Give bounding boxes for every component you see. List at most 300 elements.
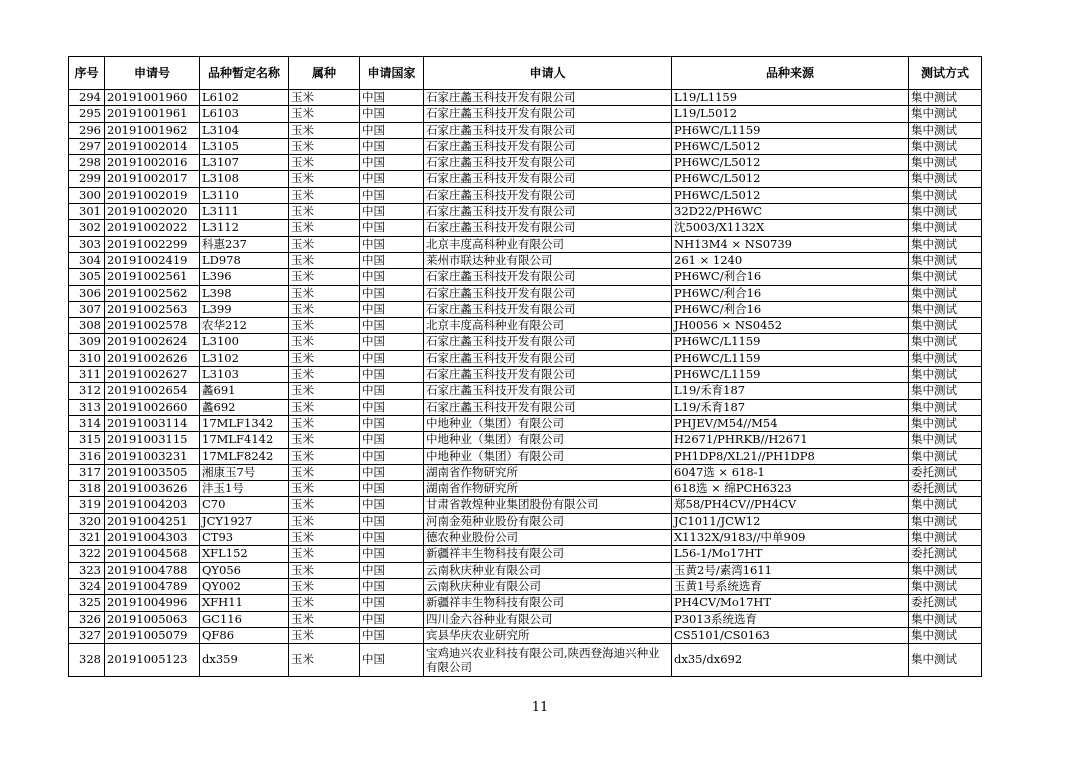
cell-serial: 324	[69, 578, 105, 594]
cell-genus: 玉米	[289, 399, 360, 415]
cell-variety-name: LD978	[200, 252, 289, 268]
cell-serial: 316	[69, 448, 105, 464]
cell-applicant: 云南秋庆种业有限公司	[424, 578, 672, 594]
cell-application-no: 20191002660	[105, 399, 200, 415]
table-row	[69, 367, 982, 383]
cell-application-no: 20191002654	[105, 383, 200, 399]
cell-genus: 玉米	[289, 350, 360, 366]
cell-country: 中国	[360, 301, 424, 317]
table-row	[69, 464, 982, 480]
cell-applicant: 德农种业股份公司	[424, 530, 672, 546]
header-country: 申请国家	[360, 57, 424, 90]
cell-variety-source: 郑58/PH4CV//PH4CV	[672, 497, 909, 513]
cell-serial: 322	[69, 546, 105, 562]
cell-serial: 309	[69, 334, 105, 350]
cell-test-method: 集中测试	[909, 530, 982, 546]
cell-genus: 玉米	[289, 285, 360, 301]
cell-genus: 玉米	[289, 464, 360, 480]
cell-country: 中国	[360, 106, 424, 122]
cell-variety-source: L19/L1159	[672, 90, 909, 106]
cell-variety-source: H2671/PHRKB//H2671	[672, 432, 909, 448]
table-row	[69, 530, 982, 546]
header-variety-name: 品种暂定名称	[200, 57, 289, 90]
cell-test-method: 集中测试	[909, 220, 982, 236]
cell-applicant: 云南秋庆种业有限公司	[424, 562, 672, 578]
cell-country: 中国	[360, 138, 424, 154]
cell-variety-name: 农华212	[200, 318, 289, 334]
cell-variety-name: QY056	[200, 562, 289, 578]
cell-variety-name: JCY1927	[200, 513, 289, 529]
cell-applicant: 石家庄蠡玉科技开发有限公司	[424, 269, 672, 285]
cell-serial: 304	[69, 252, 105, 268]
cell-country: 中国	[360, 595, 424, 611]
table-row	[69, 627, 982, 643]
cell-applicant: 石家庄蠡玉科技开发有限公司	[424, 350, 672, 366]
cell-genus: 玉米	[289, 611, 360, 627]
cell-variety-name: 科惠237	[200, 236, 289, 252]
cell-application-no: 20191002019	[105, 187, 200, 203]
cell-variety-name: L396	[200, 269, 289, 285]
cell-genus: 玉米	[289, 301, 360, 317]
cell-test-method: 集中测试	[909, 138, 982, 154]
cell-serial: 315	[69, 432, 105, 448]
cell-genus: 玉米	[289, 90, 360, 106]
cell-applicant: 石家庄蠡玉科技开发有限公司	[424, 383, 672, 399]
cell-country: 中国	[360, 562, 424, 578]
cell-genus: 玉米	[289, 220, 360, 236]
cell-variety-source: PH6WC/L1159	[672, 122, 909, 138]
cell-genus: 玉米	[289, 595, 360, 611]
cell-test-method: 集中测试	[909, 204, 982, 220]
cell-variety-source: 6047选 × 618-1	[672, 464, 909, 480]
cell-variety-name: L3102	[200, 350, 289, 366]
cell-application-no: 20191005079	[105, 627, 200, 643]
variety-table	[68, 56, 982, 677]
cell-genus: 玉米	[289, 644, 360, 677]
cell-application-no: 20191004568	[105, 546, 200, 562]
table-row	[69, 171, 982, 187]
cell-test-method: 集中测试	[909, 269, 982, 285]
cell-test-method: 集中测试	[909, 236, 982, 252]
cell-country: 中国	[360, 415, 424, 431]
cell-variety-source: L19/L5012	[672, 106, 909, 122]
cell-test-method: 集中测试	[909, 497, 982, 513]
cell-test-method: 集中测试	[909, 578, 982, 594]
cell-variety-source: PH6WC/利合16	[672, 269, 909, 285]
cell-applicant: 莱州市联达种业有限公司	[424, 252, 672, 268]
cell-variety-name: dx359	[200, 644, 289, 677]
table-row	[69, 644, 982, 677]
cell-genus: 玉米	[289, 187, 360, 203]
cell-application-no: 20191005123	[105, 644, 200, 677]
cell-variety-source: PH6WC/L5012	[672, 138, 909, 154]
cell-applicant: 石家庄蠡玉科技开发有限公司	[424, 334, 672, 350]
cell-variety-source: PH6WC/利合16	[672, 285, 909, 301]
cell-serial: 308	[69, 318, 105, 334]
table-row	[69, 399, 982, 415]
table-row	[69, 432, 982, 448]
cell-genus: 玉米	[289, 448, 360, 464]
cell-serial: 307	[69, 301, 105, 317]
cell-application-no: 20191002020	[105, 204, 200, 220]
cell-country: 中国	[360, 334, 424, 350]
cell-test-method: 集中测试	[909, 367, 982, 383]
cell-serial: 294	[69, 90, 105, 106]
cell-genus: 玉米	[289, 497, 360, 513]
table-row	[69, 334, 982, 350]
cell-country: 中国	[360, 252, 424, 268]
table-row	[69, 138, 982, 154]
cell-applicant: 石家庄蠡玉科技开发有限公司	[424, 285, 672, 301]
cell-country: 中国	[360, 155, 424, 171]
cell-application-no: 20191002563	[105, 301, 200, 317]
cell-country: 中国	[360, 171, 424, 187]
cell-variety-name: GC116	[200, 611, 289, 627]
cell-genus: 玉米	[289, 122, 360, 138]
cell-test-method: 集中测试	[909, 644, 982, 677]
cell-applicant: 新疆祥丰生物科技有限公司	[424, 546, 672, 562]
cell-serial: 319	[69, 497, 105, 513]
cell-test-method: 集中测试	[909, 90, 982, 106]
cell-variety-source: 玉黄2号/素湾1611	[672, 562, 909, 578]
table-row	[69, 546, 982, 562]
cell-variety-source: CS5101/CS0163	[672, 627, 909, 643]
cell-serial: 317	[69, 464, 105, 480]
header-application-no: 申请号	[105, 57, 200, 90]
cell-serial: 302	[69, 220, 105, 236]
cell-variety-source: dx35/dx692	[672, 644, 909, 677]
cell-serial: 325	[69, 595, 105, 611]
cell-variety-source: X1132X/9183//中单909	[672, 530, 909, 546]
cell-test-method: 集中测试	[909, 187, 982, 203]
table-row	[69, 481, 982, 497]
cell-serial: 323	[69, 562, 105, 578]
cell-test-method: 委托测试	[909, 481, 982, 497]
cell-genus: 玉米	[289, 627, 360, 643]
cell-applicant: 石家庄蠡玉科技开发有限公司	[424, 187, 672, 203]
cell-application-no: 20191002624	[105, 334, 200, 350]
cell-application-no: 20191002562	[105, 285, 200, 301]
table-row	[69, 285, 982, 301]
cell-variety-name: L398	[200, 285, 289, 301]
cell-test-method: 集中测试	[909, 301, 982, 317]
cell-test-method: 集中测试	[909, 155, 982, 171]
cell-test-method: 集中测试	[909, 562, 982, 578]
table-row	[69, 415, 982, 431]
cell-country: 中国	[360, 187, 424, 203]
cell-country: 中国	[360, 122, 424, 138]
cell-variety-source: L56-1/Mo17HT	[672, 546, 909, 562]
cell-variety-source: PHJEV/M54//M54	[672, 415, 909, 431]
cell-test-method: 集中测试	[909, 383, 982, 399]
cell-serial: 297	[69, 138, 105, 154]
cell-serial: 305	[69, 269, 105, 285]
cell-variety-source: PH6WC/L1159	[672, 350, 909, 366]
cell-genus: 玉米	[289, 578, 360, 594]
cell-application-no: 20191004789	[105, 578, 200, 594]
cell-application-no: 20191004788	[105, 562, 200, 578]
table-row	[69, 106, 982, 122]
cell-country: 中国	[360, 530, 424, 546]
cell-variety-source: PH1DP8/XL21//PH1DP8	[672, 448, 909, 464]
table-row	[69, 187, 982, 203]
cell-serial: 321	[69, 530, 105, 546]
cell-application-no: 20191004996	[105, 595, 200, 611]
table-row	[69, 301, 982, 317]
cell-application-no: 20191002419	[105, 252, 200, 268]
cell-serial: 295	[69, 106, 105, 122]
cell-applicant: 北京丰度高科种业有限公司	[424, 318, 672, 334]
cell-applicant: 中地种业（集团）有限公司	[424, 415, 672, 431]
cell-applicant: 湖南省作物研究所	[424, 481, 672, 497]
cell-genus: 玉米	[289, 415, 360, 431]
cell-country: 中国	[360, 269, 424, 285]
cell-serial: 306	[69, 285, 105, 301]
cell-serial: 299	[69, 171, 105, 187]
cell-application-no: 20191002016	[105, 155, 200, 171]
table-header-row	[69, 57, 982, 90]
cell-variety-source: PH6WC/L5012	[672, 171, 909, 187]
page-number: 11	[531, 700, 549, 715]
cell-genus: 玉米	[289, 383, 360, 399]
cell-serial: 328	[69, 644, 105, 677]
cell-variety-source: PH6WC/L5012	[672, 155, 909, 171]
cell-applicant: 中地种业（集团）有限公司	[424, 448, 672, 464]
cell-variety-name: C70	[200, 497, 289, 513]
cell-variety-source: PH6WC/利合16	[672, 301, 909, 317]
cell-application-no: 20191002627	[105, 367, 200, 383]
cell-country: 中国	[360, 204, 424, 220]
table-row	[69, 497, 982, 513]
cell-applicant: 北京丰度高科种业有限公司	[424, 236, 672, 252]
cell-serial: 303	[69, 236, 105, 252]
cell-test-method: 委托测试	[909, 464, 982, 480]
cell-test-method: 集中测试	[909, 448, 982, 464]
cell-variety-name: L3112	[200, 220, 289, 236]
cell-genus: 玉米	[289, 318, 360, 334]
cell-serial: 298	[69, 155, 105, 171]
table-row	[69, 513, 982, 529]
cell-test-method: 集中测试	[909, 350, 982, 366]
cell-country: 中国	[360, 350, 424, 366]
cell-application-no: 20191003505	[105, 464, 200, 480]
cell-variety-name: 17MLF4142	[200, 432, 289, 448]
cell-test-method: 集中测试	[909, 171, 982, 187]
cell-variety-name: 湘康玉7号	[200, 464, 289, 480]
cell-genus: 玉米	[289, 171, 360, 187]
table-row	[69, 204, 982, 220]
cell-application-no: 20191002017	[105, 171, 200, 187]
cell-variety-name: L3100	[200, 334, 289, 350]
cell-country: 中国	[360, 644, 424, 677]
cell-country: 中国	[360, 285, 424, 301]
table-row	[69, 318, 982, 334]
cell-test-method: 集中测试	[909, 285, 982, 301]
cell-serial: 310	[69, 350, 105, 366]
cell-genus: 玉米	[289, 204, 360, 220]
cell-applicant: 宝鸡迪兴农业科技有限公司,陕西登海迪兴种业有限公司	[424, 644, 672, 677]
cell-test-method: 集中测试	[909, 252, 982, 268]
cell-applicant: 石家庄蠡玉科技开发有限公司	[424, 122, 672, 138]
cell-applicant: 四川金六谷种业有限公司	[424, 611, 672, 627]
table-row	[69, 122, 982, 138]
cell-application-no: 20191004303	[105, 530, 200, 546]
cell-serial: 312	[69, 383, 105, 399]
cell-applicant: 石家庄蠡玉科技开发有限公司	[424, 155, 672, 171]
cell-variety-name: 蠡691	[200, 383, 289, 399]
cell-country: 中国	[360, 611, 424, 627]
cell-genus: 玉米	[289, 138, 360, 154]
cell-application-no: 20191003115	[105, 432, 200, 448]
header-test-method: 测试方式	[909, 57, 982, 90]
cell-application-no: 20191002561	[105, 269, 200, 285]
cell-variety-name: L3104	[200, 122, 289, 138]
cell-applicant: 石家庄蠡玉科技开发有限公司	[424, 106, 672, 122]
cell-applicant: 甘肃省敦煌种业集团股份有限公司	[424, 497, 672, 513]
cell-country: 中国	[360, 236, 424, 252]
cell-applicant: 石家庄蠡玉科技开发有限公司	[424, 367, 672, 383]
cell-serial: 300	[69, 187, 105, 203]
table-row	[69, 562, 982, 578]
cell-genus: 玉米	[289, 481, 360, 497]
cell-genus: 玉米	[289, 513, 360, 529]
cell-variety-source: 32D22/PH6WC	[672, 204, 909, 220]
cell-variety-name: L3103	[200, 367, 289, 383]
cell-genus: 玉米	[289, 236, 360, 252]
header-variety-source: 品种来源	[672, 57, 909, 90]
cell-genus: 玉米	[289, 562, 360, 578]
cell-application-no: 20191002578	[105, 318, 200, 334]
cell-test-method: 集中测试	[909, 415, 982, 431]
cell-variety-source: JC1011/JCW12	[672, 513, 909, 529]
cell-application-no: 20191004203	[105, 497, 200, 513]
cell-applicant: 新疆祥丰生物科技有限公司	[424, 595, 672, 611]
cell-variety-name: L3111	[200, 204, 289, 220]
cell-variety-source: 261 × 1240	[672, 252, 909, 268]
cell-genus: 玉米	[289, 252, 360, 268]
cell-country: 中国	[360, 513, 424, 529]
cell-variety-name: L3108	[200, 171, 289, 187]
cell-variety-source: L19/禾育187	[672, 383, 909, 399]
cell-variety-name: 蠡692	[200, 399, 289, 415]
cell-genus: 玉米	[289, 367, 360, 383]
cell-variety-name: 沣玉1号	[200, 481, 289, 497]
cell-application-no: 20191003114	[105, 415, 200, 431]
cell-genus: 玉米	[289, 530, 360, 546]
cell-applicant: 湖南省作物研究所	[424, 464, 672, 480]
cell-country: 中国	[360, 578, 424, 594]
table-row	[69, 448, 982, 464]
cell-variety-name: L3107	[200, 155, 289, 171]
cell-test-method: 集中测试	[909, 611, 982, 627]
cell-genus: 玉米	[289, 546, 360, 562]
cell-test-method: 集中测试	[909, 513, 982, 529]
cell-variety-name: L3105	[200, 138, 289, 154]
table-row	[69, 269, 982, 285]
cell-applicant: 石家庄蠡玉科技开发有限公司	[424, 171, 672, 187]
cell-genus: 玉米	[289, 269, 360, 285]
cell-serial: 311	[69, 367, 105, 383]
cell-country: 中国	[360, 318, 424, 334]
table-row	[69, 90, 982, 106]
cell-applicant: 宾县华庆农业研究所	[424, 627, 672, 643]
cell-variety-name: XFL152	[200, 546, 289, 562]
cell-country: 中国	[360, 627, 424, 643]
cell-country: 中国	[360, 399, 424, 415]
cell-country: 中国	[360, 383, 424, 399]
cell-test-method: 集中测试	[909, 122, 982, 138]
table-row	[69, 611, 982, 627]
table-row	[69, 252, 982, 268]
cell-applicant: 石家庄蠡玉科技开发有限公司	[424, 90, 672, 106]
cell-country: 中国	[360, 367, 424, 383]
cell-application-no: 20191003231	[105, 448, 200, 464]
cell-serial: 326	[69, 611, 105, 627]
cell-variety-name: L6102	[200, 90, 289, 106]
cell-serial: 314	[69, 415, 105, 431]
cell-variety-name: CT93	[200, 530, 289, 546]
cell-genus: 玉米	[289, 334, 360, 350]
cell-test-method: 集中测试	[909, 399, 982, 415]
cell-country: 中国	[360, 432, 424, 448]
cell-test-method: 集中测试	[909, 627, 982, 643]
cell-variety-source: 618选 × 绵PCH6323	[672, 481, 909, 497]
cell-variety-name: 17MLF8242	[200, 448, 289, 464]
header-serial: 序号	[69, 57, 105, 90]
table-row	[69, 383, 982, 399]
cell-country: 中国	[360, 90, 424, 106]
cell-serial: 318	[69, 481, 105, 497]
cell-variety-name: L3110	[200, 187, 289, 203]
table-row	[69, 220, 982, 236]
cell-variety-name: L399	[200, 301, 289, 317]
cell-test-method: 集中测试	[909, 334, 982, 350]
cell-applicant: 河南金苑种业股份有限公司	[424, 513, 672, 529]
cell-applicant: 石家庄蠡玉科技开发有限公司	[424, 220, 672, 236]
cell-applicant: 石家庄蠡玉科技开发有限公司	[424, 301, 672, 317]
cell-variety-source: PH6WC/L5012	[672, 187, 909, 203]
cell-serial: 301	[69, 204, 105, 220]
cell-variety-source: PH4CV/Mo17HT	[672, 595, 909, 611]
header-genus: 属种	[289, 57, 360, 90]
table-row	[69, 578, 982, 594]
cell-applicant: 石家庄蠡玉科技开发有限公司	[424, 399, 672, 415]
table-row	[69, 236, 982, 252]
cell-variety-source: 玉黄1号系统选育	[672, 578, 909, 594]
table-row	[69, 350, 982, 366]
cell-application-no: 20191002626	[105, 350, 200, 366]
cell-variety-source: 沈5003/X1132X	[672, 220, 909, 236]
cell-country: 中国	[360, 497, 424, 513]
cell-test-method: 委托测试	[909, 595, 982, 611]
cell-variety-source: PH6WC/L1159	[672, 334, 909, 350]
cell-serial: 313	[69, 399, 105, 415]
cell-application-no: 20191001961	[105, 106, 200, 122]
cell-applicant: 石家庄蠡玉科技开发有限公司	[424, 138, 672, 154]
cell-country: 中国	[360, 448, 424, 464]
cell-country: 中国	[360, 220, 424, 236]
cell-serial: 320	[69, 513, 105, 529]
cell-variety-source: PH6WC/L1159	[672, 367, 909, 383]
cell-applicant: 中地种业（集团）有限公司	[424, 432, 672, 448]
cell-application-no: 20191001962	[105, 122, 200, 138]
cell-variety-name: 17MLF1342	[200, 415, 289, 431]
cell-variety-source: L19/禾育187	[672, 399, 909, 415]
cell-country: 中国	[360, 481, 424, 497]
cell-variety-name: QF86	[200, 627, 289, 643]
cell-genus: 玉米	[289, 106, 360, 122]
cell-application-no: 20191001960	[105, 90, 200, 106]
